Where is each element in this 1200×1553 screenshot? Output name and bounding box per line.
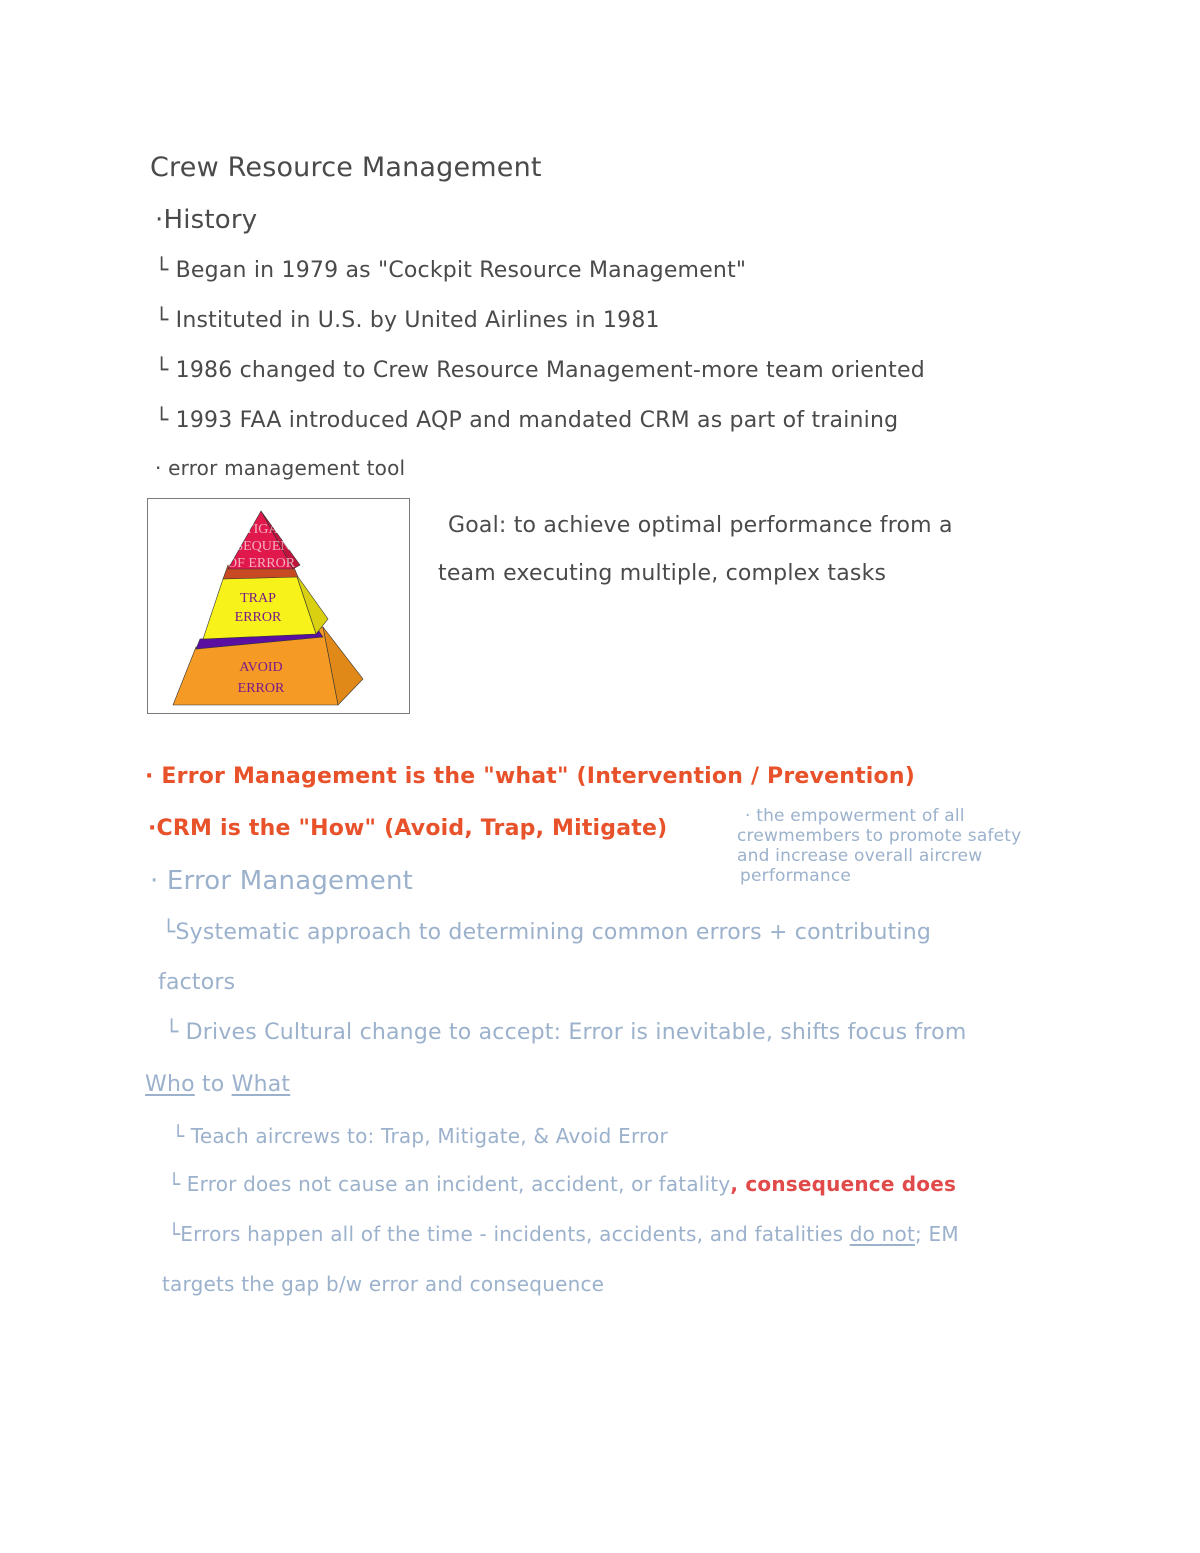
- history-item-1993: └ 1993 FAA introduced AQP and mandated CRM as part of training: [155, 408, 899, 433]
- error-management-what: · Error Management is the "what" (Intervention / Prevention): [145, 764, 915, 789]
- to-text: to: [194, 1072, 232, 1097]
- history-heading: ·History: [155, 205, 258, 235]
- em-text: ; EM: [915, 1222, 959, 1246]
- side-note-line-1: · the empowerment of all: [745, 806, 965, 826]
- pyramid-top-label-2: CONSEQUENCES: [205, 539, 317, 554]
- pyramid-graphic: [148, 499, 409, 713]
- pyramid-bottom-label-1: AVOID: [239, 660, 283, 675]
- history-item-1986: └ 1986 changed to Crew Resource Management-more team oriented: [155, 358, 925, 383]
- history-item-1979: └ Began in 1979 as "Cockpit Resource Management": [155, 258, 747, 283]
- error-does-not-cause: └ Error does not cause an incident, accident, or fatality: [168, 1172, 731, 1196]
- do-not-text: do not: [849, 1222, 916, 1246]
- goal-line-2: team executing multiple, complex tasks: [438, 561, 887, 586]
- errors-happen-line-2: targets the gap b/w error and consequence: [162, 1272, 605, 1296]
- error-management-tool: · error management tool: [155, 456, 406, 480]
- errors-happen-text: └Errors happen all of the time - incidents, accidents, and fatalities: [168, 1222, 850, 1246]
- pyramid-top-label-1: MITIGATE: [227, 522, 295, 537]
- systematic-approach-line-2: factors: [158, 970, 236, 995]
- side-note-line-3: and increase overall aircrew: [737, 846, 983, 866]
- systematic-approach-line-1: └Systematic approach to determining common errors + contributing: [162, 920, 932, 945]
- error-management-heading: · Error Management: [150, 866, 414, 896]
- drives-cultural-change-line-2: [145, 1072, 290, 1097]
- pyramid-middle-label-2: ERROR: [234, 610, 282, 625]
- error-consequence-line: [168, 1172, 956, 1196]
- side-note-line-4: performance: [740, 866, 852, 886]
- drives-cultural-change-line-1: └ Drives Cultural change to accept: Error is inevitable, shifts focus from: [165, 1020, 967, 1045]
- errors-happen-line-1: [168, 1222, 959, 1246]
- what-text: What: [231, 1072, 291, 1097]
- goal-line-1: Goal: to achieve optimal performance from a: [448, 513, 953, 538]
- crm-how: ·CRM is the "How" (Avoid, Trap, Mitigate): [148, 816, 668, 841]
- who-text: Who: [145, 1072, 195, 1097]
- pyramid-top-label-3: OF ERROR: [226, 556, 296, 571]
- pyramid-middle-tier: [203, 574, 316, 639]
- side-note-line-2: crewmembers to promote safety: [737, 826, 1022, 846]
- history-item-1981: └ Instituted in U.S. by United Airlines in 1981: [155, 308, 660, 333]
- pyramid-middle-label-1: TRAP: [240, 591, 276, 606]
- consequence-does: , consequence does: [730, 1172, 957, 1196]
- pyramid-figure: [147, 498, 410, 714]
- teach-aircrews: └ Teach aircrews to: Trap, Mitigate, & Avoid Error: [172, 1124, 668, 1148]
- pyramid-bottom-label-2: ERROR: [237, 681, 285, 696]
- page-title: Crew Resource Management: [150, 152, 542, 183]
